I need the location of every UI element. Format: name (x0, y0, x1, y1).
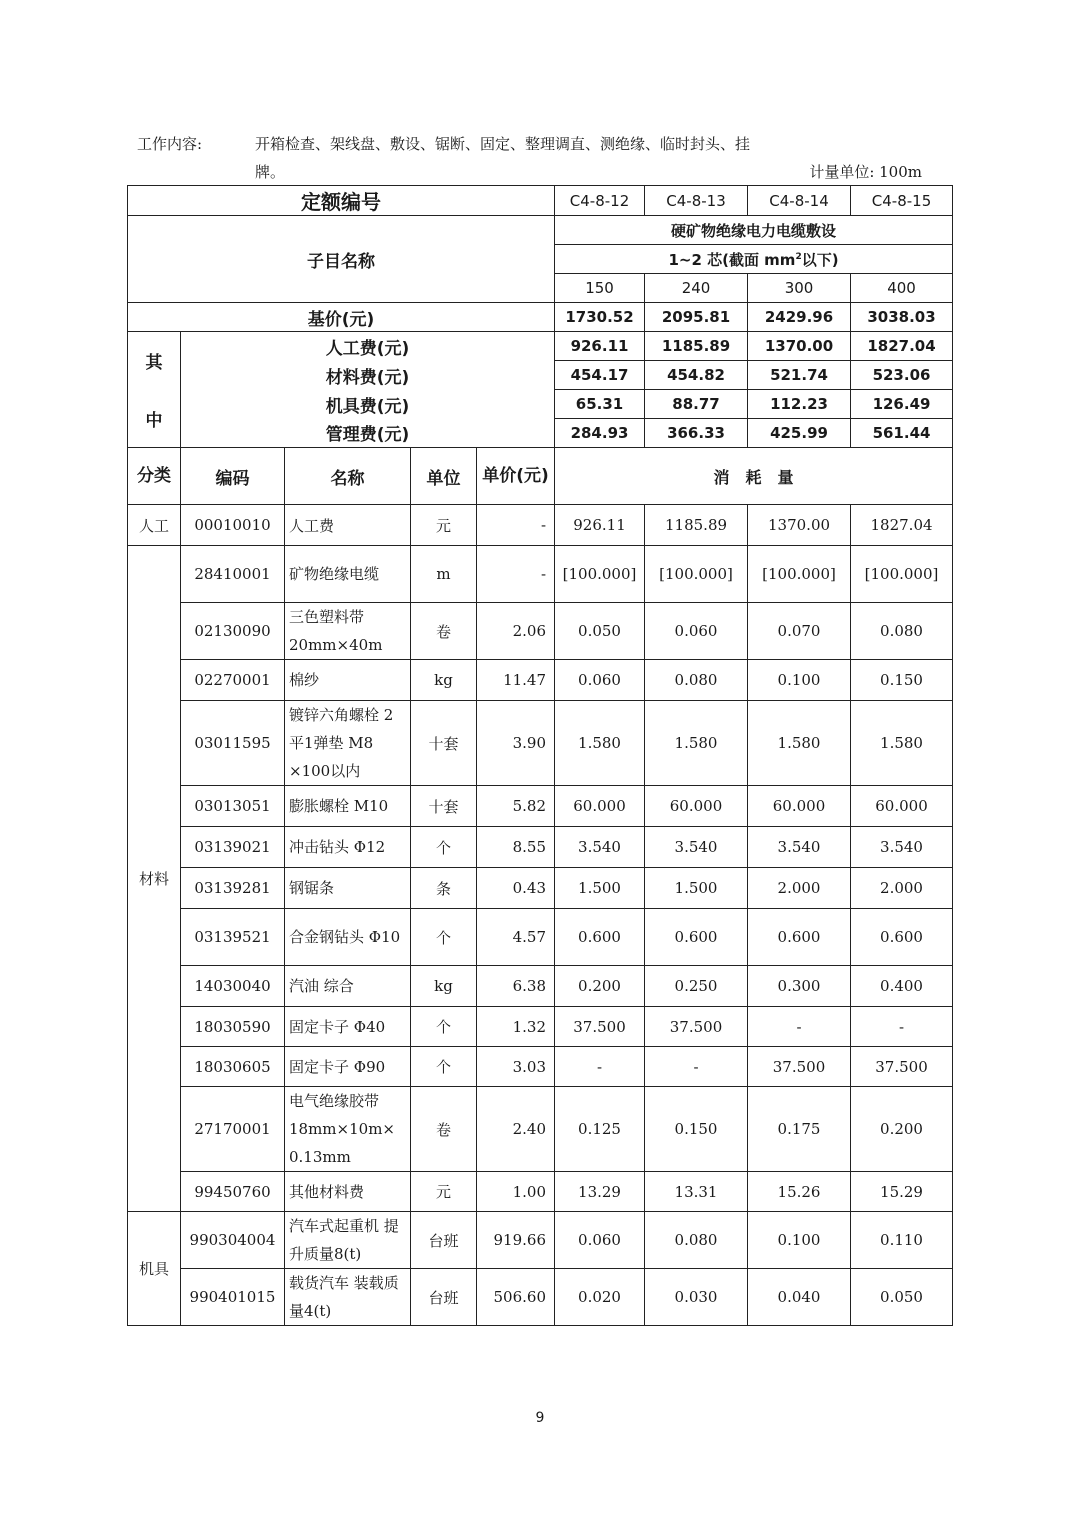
item-value: 2.000 (748, 868, 851, 909)
quota-code: C4-8-12 (555, 186, 645, 216)
item-name: 电气绝缘胶带 18mm×10m× 0.13mm (285, 1087, 411, 1172)
item-value: 0.060 (645, 603, 748, 660)
item-value: - (555, 1047, 645, 1087)
item-price: - (477, 505, 555, 546)
base-price: 3038.03 (851, 303, 953, 332)
item-price: 11.47 (477, 660, 555, 701)
item-value: 13.29 (555, 1172, 645, 1212)
category-materials: 材料 (128, 546, 181, 1212)
item-price: 0.43 (477, 868, 555, 909)
quota-code: C4-8-13 (645, 186, 748, 216)
cost-value: 65.31 (555, 390, 645, 419)
item-value: 1370.00 (748, 505, 851, 546)
cost-value: 126.49 (851, 390, 953, 419)
item-value: [100.000] (645, 546, 748, 603)
item-value: 13.31 (645, 1172, 748, 1212)
cost-value: 366.33 (645, 419, 748, 448)
base-price: 1730.52 (555, 303, 645, 332)
col-name: 名称 (285, 448, 411, 505)
item-unit: 卷 (411, 1087, 477, 1172)
item-label: 子目名称 (128, 216, 555, 303)
item-value: 1185.89 (645, 505, 748, 546)
item-name: 膨胀螺栓 M10 (285, 786, 411, 827)
material-row (128, 966, 953, 1007)
item-name: 合金钢钻头 Φ10 (285, 909, 411, 966)
cost-value: 454.17 (555, 361, 645, 390)
item-unit: 个 (411, 1007, 477, 1047)
quota-code: C4-8-14 (748, 186, 851, 216)
machine-row (128, 1269, 953, 1326)
cost-value: 561.44 (851, 419, 953, 448)
material-row (128, 868, 953, 909)
cost-value: 1185.89 (645, 332, 748, 361)
item-value: - (645, 1047, 748, 1087)
item-value: 15.29 (851, 1172, 953, 1212)
item-value: 0.600 (748, 909, 851, 966)
item-price: 3.90 (477, 701, 555, 786)
material-row (128, 1172, 953, 1212)
item-value: 0.600 (645, 909, 748, 966)
item-price: 1.00 (477, 1172, 555, 1212)
material-row (128, 1087, 953, 1172)
item-unit: 个 (411, 909, 477, 966)
item-code: 14030040 (181, 966, 285, 1007)
cost-value: 1827.04 (851, 332, 953, 361)
column-header-row (128, 448, 953, 505)
item-value: 0.600 (851, 909, 953, 966)
col-unit: 单位 (411, 448, 477, 505)
section-size: 300 (748, 274, 851, 303)
item-name: 载货汽车 装载质量4(t) (285, 1269, 411, 1326)
work-content-text: 开箱检查、架线盘、敷设、锯断、固定、整理调直、测绝缘、临时封头、挂牌。 (255, 135, 751, 181)
item-value: - (748, 1007, 851, 1047)
item-unit: 台班 (411, 1212, 477, 1269)
material-row (128, 1007, 953, 1047)
item-value: 3.540 (748, 827, 851, 868)
machine-row (128, 1212, 953, 1269)
material-row (128, 909, 953, 966)
item-name: 钢锯条 (285, 868, 411, 909)
item-unit: 十套 (411, 786, 477, 827)
base-price-label: 基价(元) (128, 303, 555, 332)
item-code: 03139521 (181, 909, 285, 966)
item-value: 1.580 (748, 701, 851, 786)
cost-value: 1370.00 (748, 332, 851, 361)
item-unit: 台班 (411, 1269, 477, 1326)
item-code: 28410001 (181, 546, 285, 603)
material-row (128, 546, 953, 603)
item-price: 3.03 (477, 1047, 555, 1087)
item-unit: 元 (411, 1172, 477, 1212)
item-code: 27170001 (181, 1087, 285, 1172)
cost-value: 523.06 (851, 361, 953, 390)
material-row (128, 1047, 953, 1087)
labor-row (128, 505, 953, 546)
item-value: 0.150 (645, 1087, 748, 1172)
item-unit: m (411, 546, 477, 603)
item-price: 2.40 (477, 1087, 555, 1172)
among-label-bottom: 中 (128, 390, 181, 448)
item-value: 0.600 (555, 909, 645, 966)
item-unit: 个 (411, 827, 477, 868)
item-name: 镀锌六角螺栓 2平1弹垫 M8 ×100以内 (285, 701, 411, 786)
item-code: 99450760 (181, 1172, 285, 1212)
item-code: 00010010 (181, 505, 285, 546)
category-machines: 机具 (128, 1212, 181, 1326)
item-value: 1827.04 (851, 505, 953, 546)
code-label: 定额编号 (128, 186, 555, 216)
item-value: 0.200 (851, 1087, 953, 1172)
item-price: 506.60 (477, 1269, 555, 1326)
item-unit: kg (411, 660, 477, 701)
item-value: 0.040 (748, 1269, 851, 1326)
item-name: 棉纱 (285, 660, 411, 701)
item-code: 03139021 (181, 827, 285, 868)
item-price: 1.32 (477, 1007, 555, 1047)
item-value: 0.080 (645, 1212, 748, 1269)
item-value: [100.000] (555, 546, 645, 603)
item-value: 0.080 (851, 603, 953, 660)
item-value: 0.175 (748, 1087, 851, 1172)
cost-label: 机具费(元) (181, 390, 555, 419)
item-value: 926.11 (555, 505, 645, 546)
item-value: 0.080 (645, 660, 748, 701)
item-value: 1.580 (645, 701, 748, 786)
item-value: 37.500 (851, 1047, 953, 1087)
item-value: 0.300 (748, 966, 851, 1007)
item-unit: 十套 (411, 701, 477, 786)
item-subtitle: 1~2 芯(截面 $mm^2$以下) (555, 245, 953, 274)
col-code: 编码 (181, 448, 285, 505)
material-row (128, 603, 953, 660)
base-price: 2429.96 (748, 303, 851, 332)
item-value: 0.030 (645, 1269, 748, 1326)
cost-value: 112.23 (748, 390, 851, 419)
among-label-top: 其 (128, 332, 181, 390)
item-unit: 卷 (411, 603, 477, 660)
item-value: 60.000 (851, 786, 953, 827)
cost-label: 材料费(元) (181, 361, 555, 390)
material-row (128, 827, 953, 868)
item-unit: 元 (411, 505, 477, 546)
item-value: 1.500 (555, 868, 645, 909)
cost-value: 88.77 (645, 390, 748, 419)
item-name: 汽车式起重机 提升质量8(t) (285, 1212, 411, 1269)
item-code: 03139281 (181, 868, 285, 909)
item-value: 0.020 (555, 1269, 645, 1326)
item-value: 0.070 (748, 603, 851, 660)
cost-value: 425.99 (748, 419, 851, 448)
cost-label: 管理费(元) (181, 419, 555, 448)
base-price: 2095.81 (645, 303, 748, 332)
section-size: 400 (851, 274, 953, 303)
item-value: 3.540 (851, 827, 953, 868)
cost-value: 454.82 (645, 361, 748, 390)
item-code: 02130090 (181, 603, 285, 660)
quota-code: C4-8-15 (851, 186, 953, 216)
item-name: 矿物绝缘电缆 (285, 546, 411, 603)
item-value: 0.250 (645, 966, 748, 1007)
item-price: 8.55 (477, 827, 555, 868)
section-size: 150 (555, 274, 645, 303)
item-value: 37.500 (555, 1007, 645, 1047)
item-name: 固定卡子 Φ90 (285, 1047, 411, 1087)
quota-table (127, 185, 953, 1326)
item-code: 990401015 (181, 1269, 285, 1326)
work-content-label: 工作内容: (137, 135, 203, 153)
item-value: 1.500 (645, 868, 748, 909)
item-price: - (477, 546, 555, 603)
item-value: 15.26 (748, 1172, 851, 1212)
item-price: 5.82 (477, 786, 555, 827)
material-row (128, 786, 953, 827)
item-value: 1.580 (851, 701, 953, 786)
item-value: [100.000] (851, 546, 953, 603)
item-code: 02270001 (181, 660, 285, 701)
item-price: 6.38 (477, 966, 555, 1007)
item-value: 60.000 (645, 786, 748, 827)
item-value: 0.200 (555, 966, 645, 1007)
item-value: [100.000] (748, 546, 851, 603)
item-value: 0.050 (851, 1269, 953, 1326)
item-value: - (851, 1007, 953, 1047)
col-price: 单价(元) (477, 448, 555, 505)
item-price: 2.06 (477, 603, 555, 660)
material-row (128, 701, 953, 786)
item-code: 03011595 (181, 701, 285, 786)
item-value: 0.100 (748, 1212, 851, 1269)
section-size: 240 (645, 274, 748, 303)
col-consumption: 消 耗 量 (555, 448, 953, 505)
item-value: 0.125 (555, 1087, 645, 1172)
code-row (128, 186, 953, 216)
item-value: 0.100 (748, 660, 851, 701)
material-row (128, 660, 953, 701)
item-value: 3.540 (645, 827, 748, 868)
item-name: 汽油 综合 (285, 966, 411, 1007)
category-labor: 人工 (128, 505, 181, 546)
item-name: 三色塑料带 20mm×40m (285, 603, 411, 660)
item-value: 0.060 (555, 1212, 645, 1269)
item-code: 18030605 (181, 1047, 285, 1087)
item-name: 其他材料费 (285, 1172, 411, 1212)
item-value: 60.000 (555, 786, 645, 827)
item-value: 2.000 (851, 868, 953, 909)
cost-value: 521.74 (748, 361, 851, 390)
item-value: 1.580 (555, 701, 645, 786)
item-value: 0.400 (851, 966, 953, 1007)
item-value: 37.500 (748, 1047, 851, 1087)
item-code: 03013051 (181, 786, 285, 827)
item-name: 人工费 (285, 505, 411, 546)
item-price: 919.66 (477, 1212, 555, 1269)
item-code: 18030590 (181, 1007, 285, 1047)
item-unit: 个 (411, 1047, 477, 1087)
measure-unit: 计量单位: 100m (809, 163, 922, 181)
cost-label: 人工费(元) (181, 332, 555, 361)
item-value: 3.540 (555, 827, 645, 868)
item-value: 0.150 (851, 660, 953, 701)
item-name: 冲击钻头 Φ12 (285, 827, 411, 868)
cost-value: 926.11 (555, 332, 645, 361)
item-value: 0.110 (851, 1212, 953, 1269)
item-unit: 条 (411, 868, 477, 909)
cost-value: 284.93 (555, 419, 645, 448)
item-name: 固定卡子 Φ40 (285, 1007, 411, 1047)
page-number: 9 (535, 1410, 545, 1426)
item-value: 0.050 (555, 603, 645, 660)
item-value: 37.500 (645, 1007, 748, 1047)
item-value: 0.060 (555, 660, 645, 701)
col-category: 分类 (128, 448, 181, 505)
item-price: 4.57 (477, 909, 555, 966)
item-title: 硬矿物绝缘电力电缆敷设 (555, 216, 953, 245)
item-value: 60.000 (748, 786, 851, 827)
item-code: 990304004 (181, 1212, 285, 1269)
item-unit: kg (411, 966, 477, 1007)
